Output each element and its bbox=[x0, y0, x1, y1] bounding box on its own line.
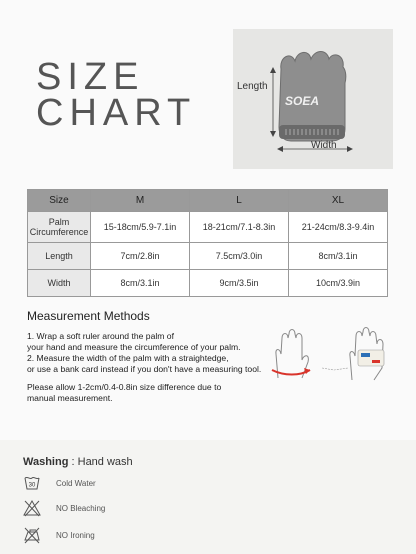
no-ironing-icon bbox=[22, 525, 42, 545]
header-size: Size bbox=[28, 190, 91, 212]
washing-value: Hand wash bbox=[77, 456, 133, 468]
size-table-header-row bbox=[28, 190, 388, 212]
table-cell: 9cm/3.5in bbox=[190, 270, 289, 297]
care-item-no-ironing bbox=[22, 525, 95, 545]
row-label-length: Length bbox=[28, 243, 91, 270]
table-cell: 21-24cm/8.3-9.4in bbox=[289, 212, 388, 243]
washing-heading bbox=[23, 456, 133, 468]
care-item-no-bleaching bbox=[22, 498, 105, 518]
measurement-line-1: 1. Wrap a soft ruler around the palm of bbox=[27, 331, 174, 341]
care-text-cold-water: Cold Water bbox=[56, 478, 96, 488]
header-m: M bbox=[91, 190, 190, 212]
washing-separator: : bbox=[71, 456, 75, 468]
table-cell: 8cm/3.1in bbox=[91, 270, 190, 297]
page-title-line1: SIZE bbox=[36, 56, 145, 98]
care-text-no-ironing: NO Ironing bbox=[56, 530, 95, 540]
header-xl: XL bbox=[289, 190, 388, 212]
washing-label: Washing bbox=[23, 456, 69, 468]
table-row bbox=[28, 270, 388, 297]
measurement-line-3: 2. Measure the width of the palm with a straightedge, bbox=[27, 353, 229, 363]
temperature-badge: 30 bbox=[28, 482, 36, 489]
hand-measure-illustration bbox=[262, 318, 402, 388]
table-cell: 15-18cm/5.9-7.1in bbox=[91, 212, 190, 243]
table-row bbox=[28, 243, 388, 270]
length-label: Length bbox=[237, 81, 268, 92]
width-label: Width bbox=[311, 140, 337, 151]
measurement-note-2: manual measurement. bbox=[27, 393, 113, 403]
brand-text: SOEA bbox=[285, 94, 320, 108]
glove-photo bbox=[233, 29, 393, 169]
measurement-line-2: your hand and measure the circumference of your palm. bbox=[27, 342, 241, 352]
page-title-line2: CHART bbox=[36, 92, 197, 134]
table-row bbox=[28, 212, 388, 243]
measurement-title: Measurement Methods bbox=[27, 309, 150, 323]
no-bleaching-icon bbox=[22, 498, 42, 518]
table-cell: 7.5cm/3.0in bbox=[190, 243, 289, 270]
size-table bbox=[27, 189, 388, 297]
table-cell: 10cm/3.9in bbox=[289, 270, 388, 297]
cold-water-icon bbox=[22, 473, 42, 493]
row-label-palm: Palm Circumference bbox=[28, 212, 91, 243]
header-l: L bbox=[190, 190, 289, 212]
care-text-no-bleaching: NO Bleaching bbox=[56, 503, 106, 513]
table-cell: 18-21cm/7.1-8.3in bbox=[190, 212, 289, 243]
care-item-cold-water bbox=[22, 473, 96, 493]
table-cell: 8cm/3.1in bbox=[289, 243, 388, 270]
measurement-line-4: or use a bank card instead if you don't have a measuring tool. bbox=[27, 364, 262, 374]
measurement-note-1: Please allow 1-2cm/0.4-0.8in size difference due to bbox=[27, 382, 222, 392]
table-cell: 7cm/2.8in bbox=[91, 243, 190, 270]
row-label-width: Width bbox=[28, 270, 91, 297]
